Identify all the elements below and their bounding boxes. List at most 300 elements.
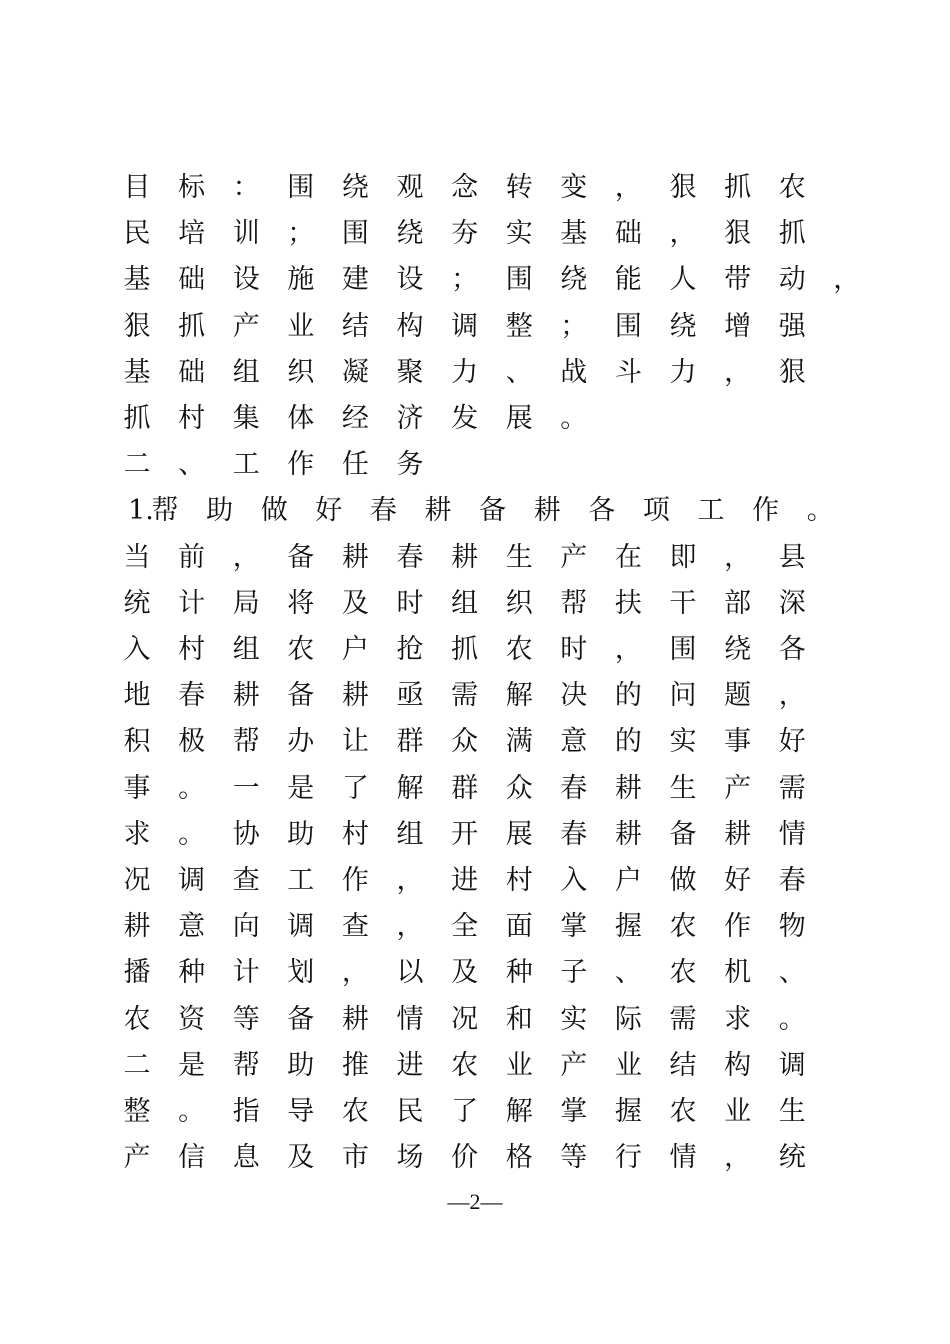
text-glyph: ；	[451, 264, 479, 296]
text-glyph: 以	[396, 957, 424, 989]
text-glyph: 耕	[123, 911, 151, 943]
text-glyph: ，	[614, 172, 642, 203]
text-glyph: 在	[614, 541, 642, 573]
text-glyph: 掌	[560, 1096, 588, 1127]
text-glyph: 农	[778, 172, 806, 203]
text-glyph: 入	[560, 865, 588, 896]
text-glyph: 干	[669, 587, 697, 619]
text-glyph: 。	[806, 495, 834, 527]
text-glyph: 耕	[232, 680, 260, 712]
text-glyph: 变	[560, 172, 588, 203]
text-glyph: 况	[123, 865, 151, 896]
subsection-heading	[0, 491, 950, 537]
text-glyph: ，	[833, 264, 861, 296]
text-line	[0, 538, 950, 584]
text-glyph: 查	[341, 911, 369, 943]
text-glyph: 计	[232, 957, 260, 989]
text-glyph: 掌	[560, 911, 588, 943]
text-glyph: 聚	[396, 356, 424, 388]
text-glyph: 生	[669, 772, 697, 804]
text-glyph: 备	[669, 818, 697, 850]
text-line	[0, 353, 950, 399]
text-glyph: 绕	[669, 310, 697, 342]
text-glyph: 能	[614, 264, 642, 296]
text-glyph: 生	[778, 1096, 806, 1127]
text-glyph: 结	[669, 1049, 697, 1081]
text-glyph: 抓	[123, 403, 151, 434]
text-glyph: 耕	[424, 495, 452, 527]
text-glyph: 指	[232, 1096, 260, 1127]
text-glyph: 是	[178, 1049, 206, 1081]
text-glyph: ，	[669, 218, 697, 250]
text-glyph: 围	[341, 218, 369, 250]
text-glyph: 计	[178, 587, 206, 619]
text-glyph: 整	[123, 1096, 151, 1127]
text-glyph: 事	[724, 726, 752, 758]
text-glyph: 全	[451, 911, 479, 943]
text-glyph: 物	[778, 911, 806, 943]
text-glyph: 人	[669, 264, 697, 296]
text-glyph: 织	[287, 356, 315, 388]
text-glyph: 耕	[533, 495, 561, 527]
text-glyph: 、	[614, 957, 642, 989]
text-glyph: 进	[396, 1049, 424, 1081]
text-glyph: 调	[287, 911, 315, 943]
text-glyph: 发	[451, 403, 479, 434]
text-glyph: 价	[451, 1142, 479, 1174]
text-glyph: 构	[396, 310, 424, 342]
text-glyph: 信	[178, 1142, 206, 1174]
text-glyph: 实	[560, 1003, 588, 1035]
text-glyph: 实	[505, 218, 533, 250]
text-glyph: 设	[396, 264, 424, 296]
text-glyph: 织	[505, 587, 533, 619]
text-glyph: 项	[642, 495, 670, 527]
text-glyph: 众	[505, 772, 533, 804]
text-glyph: 农	[669, 1096, 697, 1127]
text-glyph: 满	[505, 726, 533, 758]
text-line	[0, 584, 950, 630]
text-glyph: 春	[396, 541, 424, 573]
text-glyph: 需	[669, 1003, 697, 1035]
text-glyph: 备	[287, 680, 315, 712]
text-glyph: 解	[396, 772, 424, 804]
text-line	[0, 1138, 950, 1184]
text-line	[0, 769, 950, 815]
text-glyph: 导	[287, 1096, 315, 1127]
text-glyph: 入	[123, 634, 151, 665]
text-glyph: 协	[232, 818, 260, 850]
text-glyph: 办	[287, 726, 315, 758]
text-glyph: 结	[341, 310, 369, 342]
text-line	[0, 1000, 950, 1046]
text-glyph: 将	[287, 587, 315, 619]
text-glyph: 耕	[341, 680, 369, 712]
text-glyph: 播	[123, 957, 151, 989]
text-glyph: 了	[341, 772, 369, 804]
text-glyph: 面	[505, 911, 533, 943]
text-glyph: 产	[232, 310, 260, 342]
text-glyph: 农	[505, 634, 533, 665]
text-glyph: 春	[369, 495, 397, 527]
text-glyph: 地	[123, 680, 151, 712]
text-glyph: ，	[724, 541, 752, 573]
text-glyph: ；	[287, 218, 315, 250]
text-glyph: 产	[724, 772, 752, 804]
text-glyph: 农	[123, 1003, 151, 1035]
text-glyph: 凝	[341, 356, 369, 388]
text-glyph: 好	[778, 726, 806, 758]
text-glyph: 备	[287, 541, 315, 573]
text-glyph: 况	[451, 1003, 479, 1035]
text-glyph: 亟	[396, 680, 424, 712]
text-glyph: 展	[505, 403, 533, 434]
text-glyph: 增	[724, 310, 752, 342]
text-glyph: 观	[396, 172, 424, 203]
text-glyph: 进	[451, 865, 479, 896]
text-glyph: ，	[232, 541, 260, 573]
text-glyph: 春	[560, 818, 588, 850]
text-glyph: ，	[778, 680, 806, 712]
text-glyph: 农	[669, 911, 697, 943]
text-glyph: 耕	[614, 818, 642, 850]
text-glyph: 了	[451, 1096, 479, 1127]
text-glyph: 让	[341, 726, 369, 758]
text-line	[0, 1092, 950, 1138]
text-glyph: 做	[669, 865, 697, 896]
text-glyph: 战	[560, 356, 588, 388]
text-glyph: 资	[178, 1003, 206, 1035]
text-glyph: 事	[123, 772, 151, 804]
text-glyph: 建	[341, 264, 369, 296]
text-line	[0, 214, 950, 260]
text-glyph: 调	[451, 310, 479, 342]
text-glyph: 目	[123, 172, 151, 203]
text-glyph: 意	[560, 726, 588, 758]
text-glyph: 开	[451, 818, 479, 850]
text-glyph: 抢	[396, 634, 424, 665]
text-glyph: 握	[614, 911, 642, 943]
text-glyph: 握	[614, 1096, 642, 1127]
text-glyph: 的	[614, 726, 642, 758]
text-line	[0, 630, 950, 676]
text-glyph: 。	[560, 403, 588, 434]
text-glyph: 时	[560, 634, 588, 665]
text-glyph: 民	[123, 218, 151, 250]
text-glyph: 前	[178, 541, 206, 573]
text-glyph: 划	[287, 957, 315, 989]
text-glyph: 。	[178, 1096, 206, 1127]
text-glyph: 础	[614, 218, 642, 250]
text-glyph: 抓	[778, 218, 806, 250]
text-glyph: 调	[178, 865, 206, 896]
text-glyph: 围	[287, 172, 315, 203]
text-glyph: ：	[232, 172, 260, 203]
text-glyph: 一	[232, 772, 260, 804]
text-glyph: 基	[560, 218, 588, 250]
text-line	[0, 953, 950, 999]
text-glyph: 问	[669, 680, 697, 712]
text-glyph: 情	[669, 1142, 697, 1174]
text-glyph: 作	[287, 449, 315, 481]
text-glyph: 经	[341, 403, 369, 434]
text-glyph: 产	[560, 1049, 588, 1081]
text-glyph: 调	[778, 1049, 806, 1081]
text-glyph: 统	[778, 1142, 806, 1174]
text-glyph: 助	[287, 1049, 315, 1081]
text-line	[0, 861, 950, 907]
text-glyph: 帮	[560, 587, 588, 619]
text-glyph: 济	[396, 403, 424, 434]
text-glyph: 产	[560, 541, 588, 573]
text-line	[0, 907, 950, 953]
text-glyph: 。	[778, 1003, 806, 1035]
text-glyph: 众	[451, 726, 479, 758]
text-glyph: 民	[396, 1096, 424, 1127]
text-glyph: 帮	[232, 1049, 260, 1081]
text-glyph: 实	[669, 726, 697, 758]
text-line	[0, 815, 950, 861]
text-glyph: 夯	[451, 218, 479, 250]
text-glyph: 际	[614, 1003, 642, 1035]
text-glyph: 极	[178, 726, 206, 758]
text-glyph: 及	[451, 957, 479, 989]
text-glyph: 的	[614, 680, 642, 712]
text-glyph: 作	[752, 495, 780, 527]
text-glyph: 及	[341, 587, 369, 619]
text-glyph: 围	[614, 310, 642, 342]
text-glyph: 即	[669, 541, 697, 573]
text-glyph: 。	[178, 818, 206, 850]
text-glyph: 展	[505, 818, 533, 850]
text-glyph: 二	[123, 1049, 151, 1081]
text-glyph: 求	[123, 818, 151, 850]
text-glyph: 耕	[451, 541, 479, 573]
text-glyph: 整	[505, 310, 533, 342]
text-glyph: 动	[778, 264, 806, 296]
text-glyph: 农	[669, 957, 697, 989]
text-glyph: 绕	[341, 172, 369, 203]
text-glyph: 绕	[396, 218, 424, 250]
text-glyph: 力	[451, 356, 479, 388]
text-glyph: 生	[505, 541, 533, 573]
text-glyph: 围	[505, 264, 533, 296]
text-glyph: 群	[451, 772, 479, 804]
text-glyph: 统	[123, 587, 151, 619]
text-glyph: 机	[724, 957, 752, 989]
text-glyph: 体	[287, 403, 315, 434]
text-glyph: 查	[232, 865, 260, 896]
text-glyph: 、	[178, 449, 206, 481]
text-glyph: 户	[614, 865, 642, 896]
text-glyph: 训	[232, 218, 260, 250]
text-glyph: 意	[178, 911, 206, 943]
text-glyph: 耕	[724, 818, 752, 850]
text-glyph: 县	[778, 541, 806, 573]
text-glyph: 抓	[178, 310, 206, 342]
text-glyph: 时	[396, 587, 424, 619]
text-glyph: 题	[724, 680, 752, 712]
text-glyph: 及	[287, 1142, 315, 1174]
text-glyph: 农	[451, 1049, 479, 1081]
text-glyph: 组	[396, 818, 424, 850]
text-glyph: ，	[724, 356, 752, 388]
text-glyph: 1.	[128, 495, 154, 527]
text-glyph: 抓	[724, 172, 752, 203]
text-glyph: 狠	[669, 172, 697, 203]
text-glyph: ；	[560, 310, 588, 342]
text-glyph: 农	[341, 1096, 369, 1127]
text-glyph: ，	[396, 911, 424, 943]
text-glyph: ，	[341, 957, 369, 989]
section-heading	[0, 445, 950, 491]
text-glyph: 和	[505, 1003, 533, 1035]
text-glyph: 任	[341, 449, 369, 481]
text-glyph: 产	[123, 1142, 151, 1174]
text-glyph: 工	[287, 865, 315, 896]
text-glyph: 业	[505, 1049, 533, 1081]
text-glyph: 集	[232, 403, 260, 434]
text-glyph: 构	[724, 1049, 752, 1081]
text-glyph: 标	[178, 172, 206, 203]
text-glyph: 村	[505, 865, 533, 896]
text-glyph: 组	[451, 587, 479, 619]
text-glyph: 备	[479, 495, 507, 527]
text-glyph: 等	[560, 1142, 588, 1174]
text-glyph: 业	[287, 310, 315, 342]
text-line	[0, 1046, 950, 1092]
text-glyph: 春	[778, 865, 806, 896]
text-glyph: ，	[396, 865, 424, 896]
text-glyph: 工	[232, 449, 260, 481]
text-line	[0, 307, 950, 353]
text-line	[0, 260, 950, 306]
text-line	[0, 168, 950, 214]
text-line	[0, 676, 950, 722]
text-glyph: 基	[123, 356, 151, 388]
text-glyph: 务	[396, 449, 424, 481]
text-glyph: 解	[505, 1096, 533, 1127]
text-glyph: 格	[505, 1142, 533, 1174]
text-glyph: 。	[178, 772, 206, 804]
text-glyph: 农	[287, 634, 315, 665]
text-glyph: 、	[505, 356, 533, 388]
text-glyph: 业	[614, 1049, 642, 1081]
text-glyph: 基	[123, 264, 151, 296]
text-glyph: 深	[778, 587, 806, 619]
text-glyph: ，	[614, 634, 642, 665]
text-glyph: 种	[178, 957, 206, 989]
text-glyph: 业	[724, 1096, 752, 1127]
text-glyph: 绕	[724, 634, 752, 665]
text-glyph: 村	[178, 634, 206, 665]
text-glyph: 情	[396, 1003, 424, 1035]
text-glyph: 各	[588, 495, 616, 527]
text-glyph: 作	[724, 911, 752, 943]
text-glyph: 村	[341, 818, 369, 850]
text-glyph: 推	[341, 1049, 369, 1081]
text-glyph: 绕	[560, 264, 588, 296]
text-glyph: 础	[178, 356, 206, 388]
text-glyph: 备	[287, 1003, 315, 1035]
text-glyph: 好	[315, 495, 343, 527]
text-glyph: 局	[232, 587, 260, 619]
text-glyph: 、	[778, 957, 806, 989]
text-glyph: 解	[505, 680, 533, 712]
text-glyph: 助	[287, 818, 315, 850]
text-glyph: 好	[724, 865, 752, 896]
text-line	[0, 722, 950, 768]
text-glyph: 市	[341, 1142, 369, 1174]
text-glyph: 春	[178, 680, 206, 712]
text-glyph: 等	[232, 1003, 260, 1035]
text-glyph: 带	[724, 264, 752, 296]
text-glyph: 二	[123, 449, 151, 481]
text-glyph: 工	[697, 495, 725, 527]
text-glyph: 耕	[614, 772, 642, 804]
text-glyph: 念	[451, 172, 479, 203]
text-glyph: 组	[232, 356, 260, 388]
text-glyph: 户	[341, 634, 369, 665]
text-line	[0, 399, 950, 445]
text-glyph: 斗	[614, 356, 642, 388]
text-glyph: 耕	[341, 1003, 369, 1035]
text-glyph: 扶	[614, 587, 642, 619]
text-glyph: 狠	[724, 218, 752, 250]
text-glyph: 帮	[151, 495, 179, 527]
text-glyph: 子	[560, 957, 588, 989]
text-glyph: 助	[206, 495, 234, 527]
text-glyph: 帮	[232, 726, 260, 758]
text-glyph: 狠	[778, 356, 806, 388]
text-glyph: 设	[232, 264, 260, 296]
text-glyph: 向	[232, 911, 260, 943]
text-glyph: 转	[505, 172, 533, 203]
text-glyph: 狠	[123, 310, 151, 342]
text-glyph: 村	[178, 403, 206, 434]
text-glyph: 是	[287, 772, 315, 804]
text-glyph: 种	[505, 957, 533, 989]
text-glyph: 组	[232, 634, 260, 665]
text-glyph: 决	[560, 680, 588, 712]
text-glyph: 强	[778, 310, 806, 342]
text-glyph: 积	[123, 726, 151, 758]
text-glyph: 力	[669, 356, 697, 388]
text-glyph: ，	[724, 1142, 752, 1174]
text-glyph: 做	[260, 495, 288, 527]
text-glyph: 息	[232, 1142, 260, 1174]
text-glyph: 各	[778, 634, 806, 665]
text-glyph: 作	[341, 865, 369, 896]
text-glyph: 部	[724, 587, 752, 619]
text-glyph: 场	[396, 1142, 424, 1174]
text-glyph: 春	[560, 772, 588, 804]
text-glyph: 础	[178, 264, 206, 296]
page-number: —2—	[447, 1189, 503, 1214]
text-glyph: 需	[778, 772, 806, 804]
text-glyph: 群	[396, 726, 424, 758]
text-glyph: 施	[287, 264, 315, 296]
text-glyph: 耕	[341, 541, 369, 573]
text-glyph: 当	[123, 541, 151, 573]
text-glyph: 抓	[451, 634, 479, 665]
text-glyph: 行	[614, 1142, 642, 1174]
text-glyph: 培	[178, 218, 206, 250]
text-glyph: 情	[778, 818, 806, 850]
text-glyph: 围	[669, 634, 697, 665]
text-glyph: 需	[451, 680, 479, 712]
text-glyph: 求	[724, 1003, 752, 1035]
